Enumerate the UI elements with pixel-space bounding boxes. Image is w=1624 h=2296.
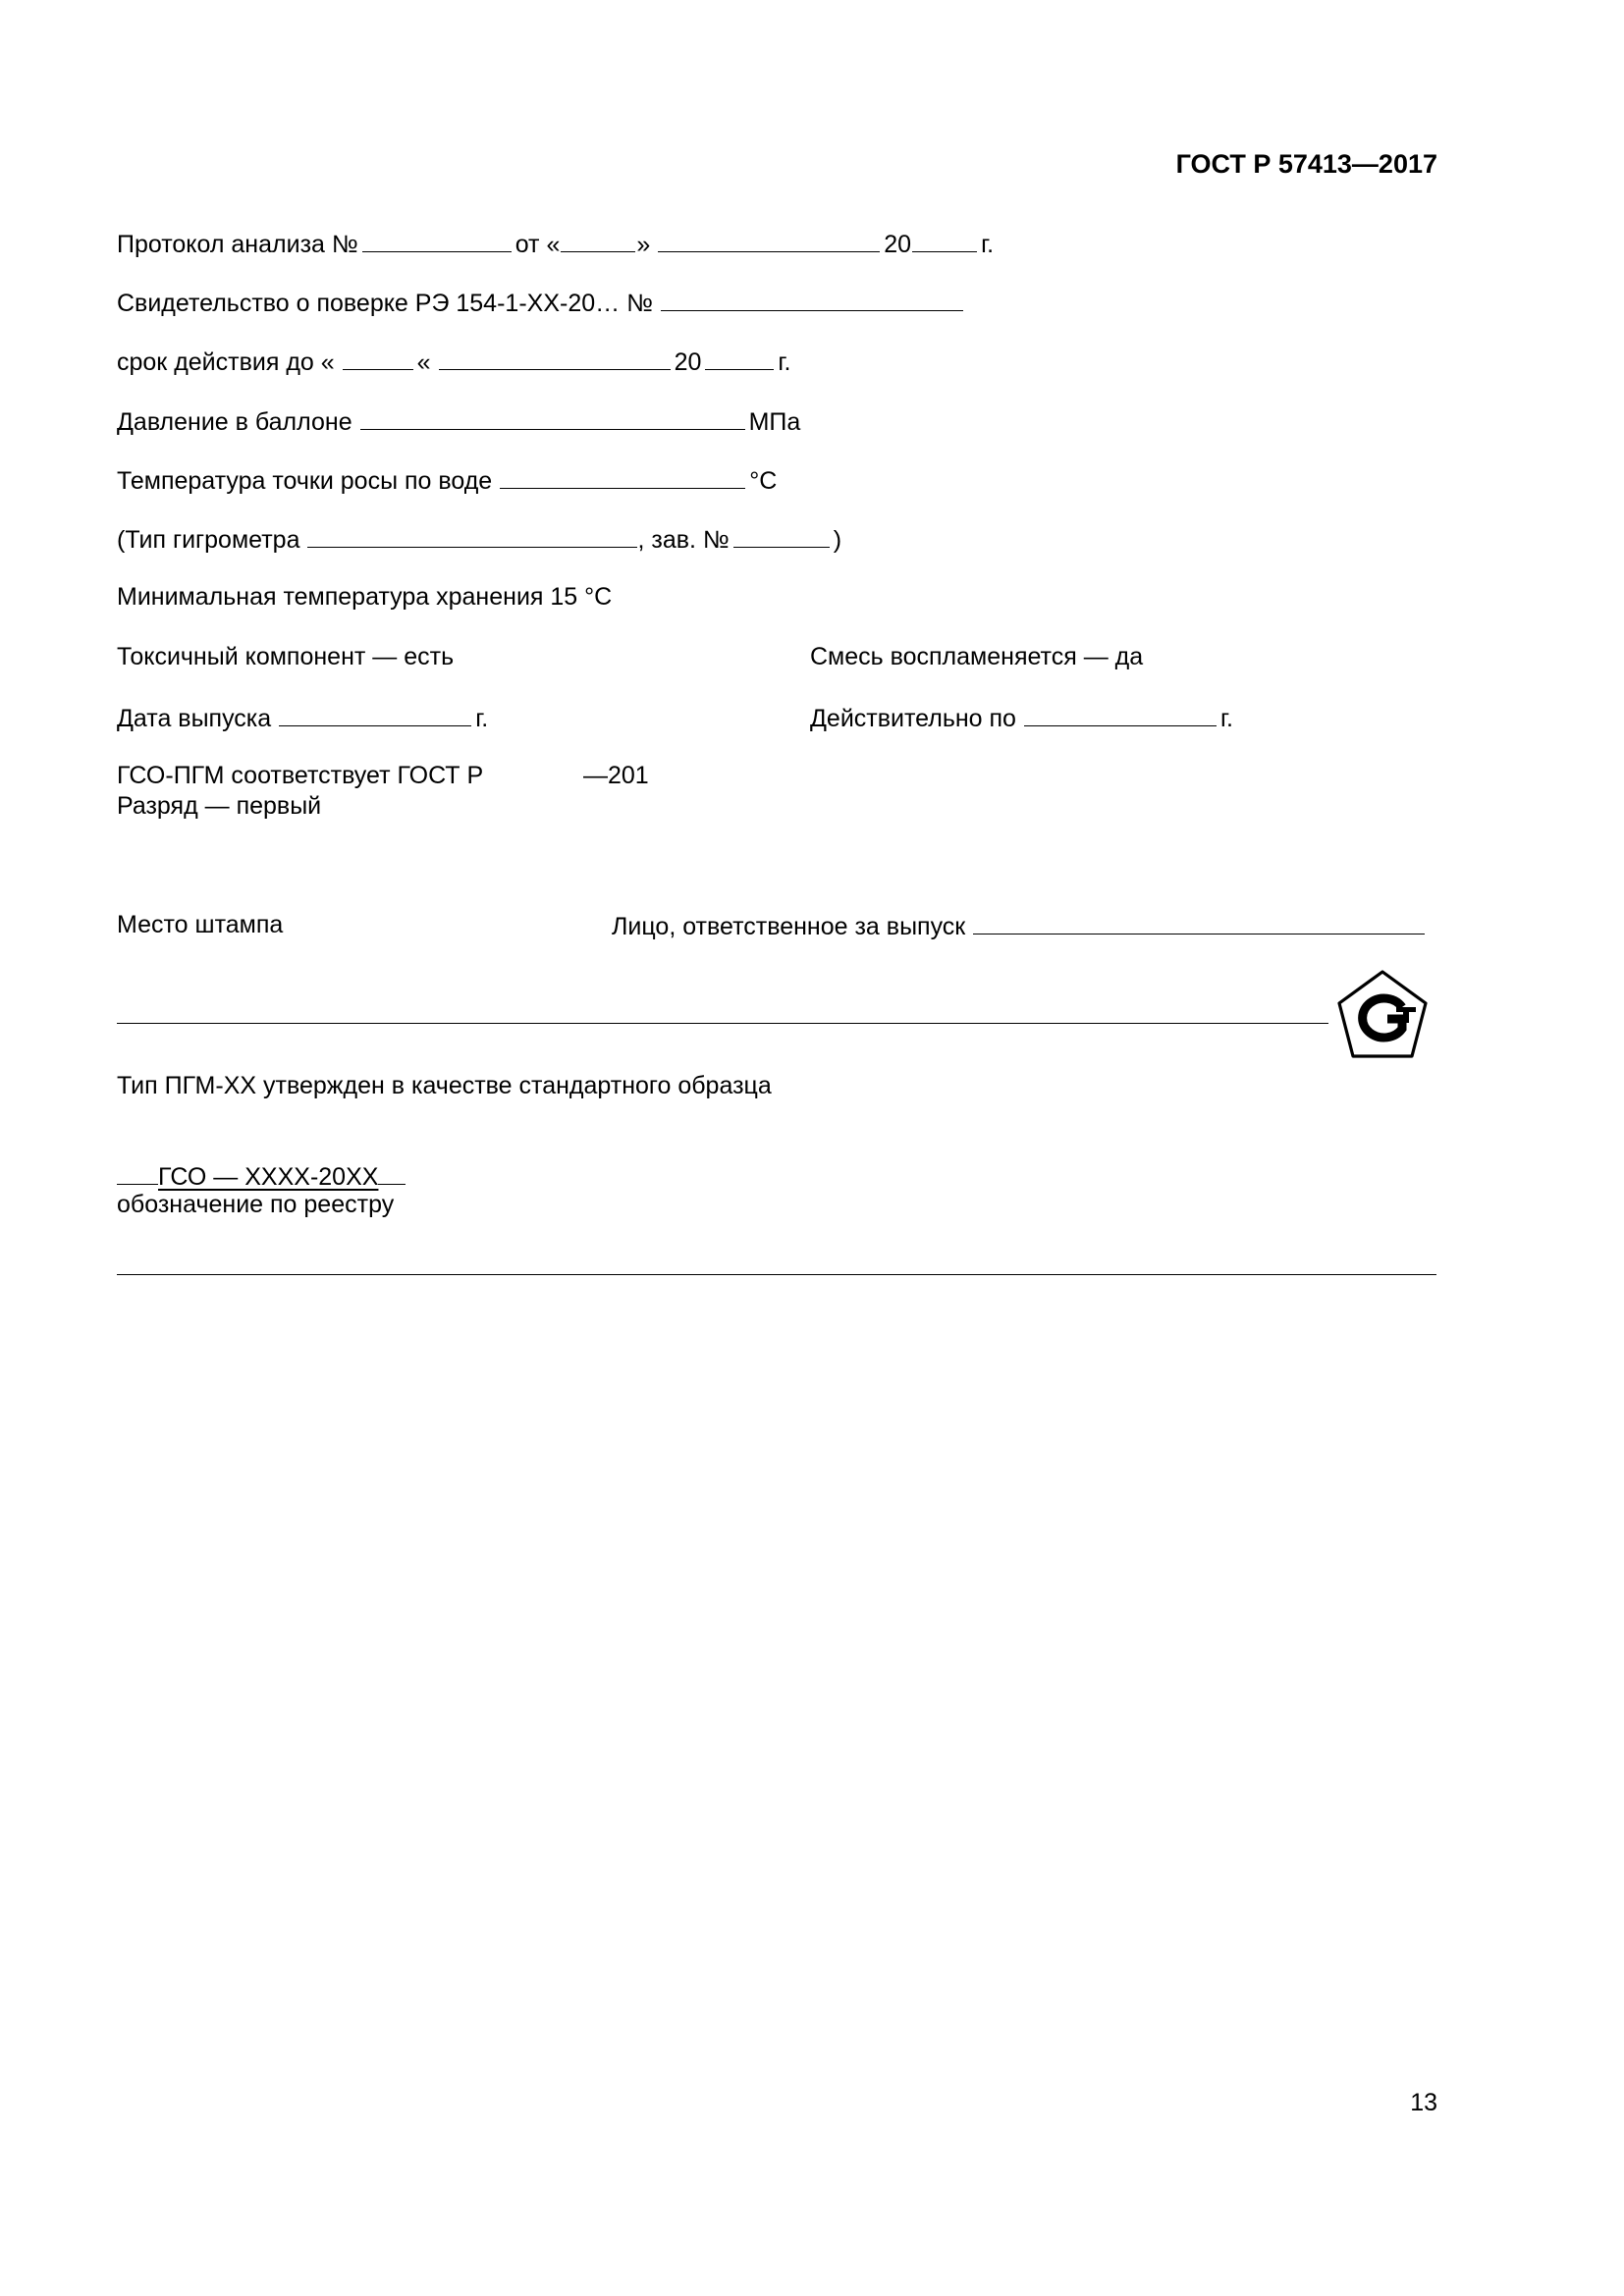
hygrometer-line <box>117 523 841 555</box>
validity-year-prefix: 20 <box>674 348 702 376</box>
valid-until-label: Действительно по <box>810 705 1016 732</box>
hygrometer-serial-label: , зав. № <box>637 526 730 554</box>
certificate-line <box>117 287 967 318</box>
valid-until-suffix: г. <box>1219 705 1233 732</box>
protocol-line <box>117 228 994 259</box>
registry-code-lead-rule <box>117 1160 158 1185</box>
validity-month-field[interactable] <box>439 346 671 370</box>
valid-until-field[interactable] <box>1024 702 1217 726</box>
stamp-place: Место штампа <box>117 911 284 938</box>
validity-quote: « <box>416 348 431 376</box>
release-date-field[interactable] <box>279 702 471 726</box>
registry-code-line <box>117 1160 406 1192</box>
pressure-field[interactable] <box>360 405 745 430</box>
registry-code-trail-rule <box>378 1160 406 1185</box>
validity-year-suffix: г. <box>778 348 791 376</box>
release-date-suffix: г. <box>475 705 489 732</box>
certificate-number-field[interactable] <box>661 287 963 311</box>
grade: Разряд — первый <box>117 792 322 820</box>
dew-point-line <box>117 464 777 496</box>
bottom-rule <box>117 1274 1436 1275</box>
pressure-label: Давление в баллоне <box>117 408 352 436</box>
dew-point-unit: °С <box>749 467 778 495</box>
protocol-number-field[interactable] <box>362 228 512 252</box>
registry-caption: обозначение по реестру <box>117 1191 395 1218</box>
dew-point-field[interactable] <box>500 464 745 489</box>
protocol-year-prefix: 20 <box>884 231 912 258</box>
pressure-unit: МПа <box>748 408 801 436</box>
hygrometer-label: (Тип гигрометра <box>117 526 300 554</box>
certificate-label: Свидетельство о поверке РЭ 154-1-ХХ-20… № <box>117 290 653 317</box>
protocol-quote-close: » <box>636 231 651 258</box>
protocol-year-suffix: г. <box>981 231 995 258</box>
release-date-line <box>117 702 488 733</box>
type-approval: Тип ПГМ-ХХ утвержден в качестве стандартного образца <box>117 1072 772 1099</box>
flammable-mixture: Смесь воспламеняется — да <box>810 643 1144 670</box>
min-storage-temp: Минимальная температура хранения 15 °С <box>117 583 613 611</box>
page-number: 13 <box>1410 2089 1437 2116</box>
validity-day-field[interactable] <box>343 346 413 370</box>
divider-rule <box>117 1023 1328 1024</box>
responsible-label: Лицо, ответственное за выпуск <box>612 913 966 940</box>
validity-line <box>117 346 790 377</box>
document-code: ГОСТ Р 57413—2017 <box>1175 149 1437 179</box>
protocol-from: от « <box>514 231 561 258</box>
release-date-label: Дата выпуска <box>117 705 272 732</box>
dew-point-label: Температура точки росы по воде <box>117 467 493 495</box>
validity-label: срок действия до « <box>117 348 335 376</box>
hygrometer-type-field[interactable] <box>307 523 637 548</box>
valid-until-line <box>810 702 1233 733</box>
compliance-label: ГСО-ПГМ соответствует ГОСТ Р <box>117 762 484 789</box>
responsible-line <box>612 910 1429 941</box>
hygrometer-serial-field[interactable] <box>733 523 830 548</box>
toxic-component: Токсичный компонент — есть <box>117 643 455 670</box>
protocol-month-field[interactable] <box>658 228 880 252</box>
validity-year-field[interactable] <box>705 346 774 370</box>
responsible-signature-field[interactable] <box>973 910 1425 934</box>
protocol-label: Протокол анализа № <box>117 231 358 258</box>
compliance-year: —201 <box>583 762 649 789</box>
registry-code: ГСО — ХХХХ-20ХХ <box>158 1163 379 1191</box>
hygrometer-close: ) <box>833 526 842 554</box>
pressure-line <box>117 405 800 437</box>
protocol-year-field[interactable] <box>912 228 977 252</box>
conformity-mark-icon <box>1333 968 1432 1062</box>
protocol-day-field[interactable] <box>561 228 635 252</box>
